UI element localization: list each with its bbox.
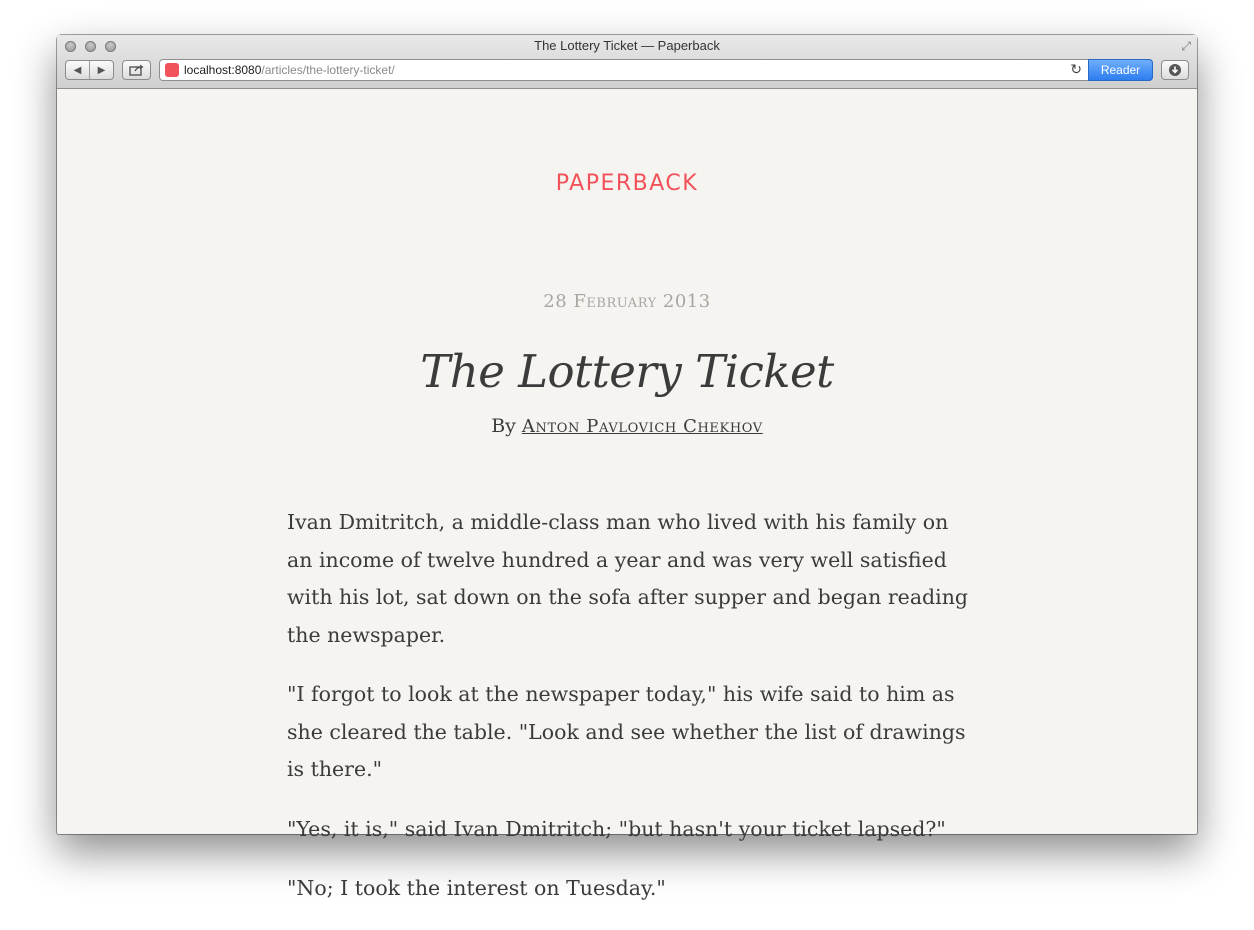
- paragraph: Ivan Dmitritch, a middle-class man who lived with his family on an income of twelve hundred a year and was very well satisfied with his lot, sat down on the sofa after supper and began reading the newspaper.: [287, 510, 969, 647]
- reload-icon[interactable]: ↻: [1070, 61, 1082, 77]
- page-content: [57, 89, 1197, 900]
- share-button[interactable]: [122, 60, 151, 80]
- reader-button[interactable]: Reader: [1088, 59, 1153, 81]
- download-button[interactable]: [1161, 60, 1189, 80]
- paragraph: "I forgot to look at the newspaper today," his wife said to him as she cleared the table. "Look and see whether the list of drawings is there.": [287, 682, 966, 781]
- paragraph: "Yes, it is," said Ivan Dmitritch; "but hasn't your ticket lapsed?": [287, 816, 946, 841]
- site-favicon-icon: [165, 63, 179, 77]
- browser-window: [57, 35, 1197, 900]
- browser-chrome: [57, 35, 1197, 89]
- fullscreen-icon[interactable]: ⤢: [1181, 39, 1191, 53]
- share-icon: [129, 64, 145, 76]
- article-byline: [57, 415, 1197, 437]
- download-icon: [1168, 63, 1182, 77]
- back-forward-group: [65, 60, 114, 80]
- url-host: localhost:8080: [184, 63, 262, 77]
- site-brand-link[interactable]: PAPERBACK: [555, 171, 699, 196]
- article-body: [287, 504, 977, 930]
- url-text: [184, 63, 395, 77]
- address-bar[interactable]: [159, 59, 1153, 81]
- article-date: 28 February 2013: [543, 291, 711, 312]
- url-path: /articles/the-lottery-ticket/: [261, 63, 395, 77]
- back-arrow-icon[interactable]: ◀: [73, 64, 82, 76]
- by-label: By: [491, 415, 516, 437]
- article-title: The Lottery Ticket: [420, 345, 834, 398]
- forward-arrow-icon[interactable]: ▶: [97, 64, 106, 76]
- author-link[interactable]: Anton Pavlovich Chekhov: [521, 416, 763, 437]
- window-title: The Lottery Ticket — Paperback: [534, 38, 720, 53]
- paragraph: "No; I took the interest on Tuesday.": [287, 876, 666, 900]
